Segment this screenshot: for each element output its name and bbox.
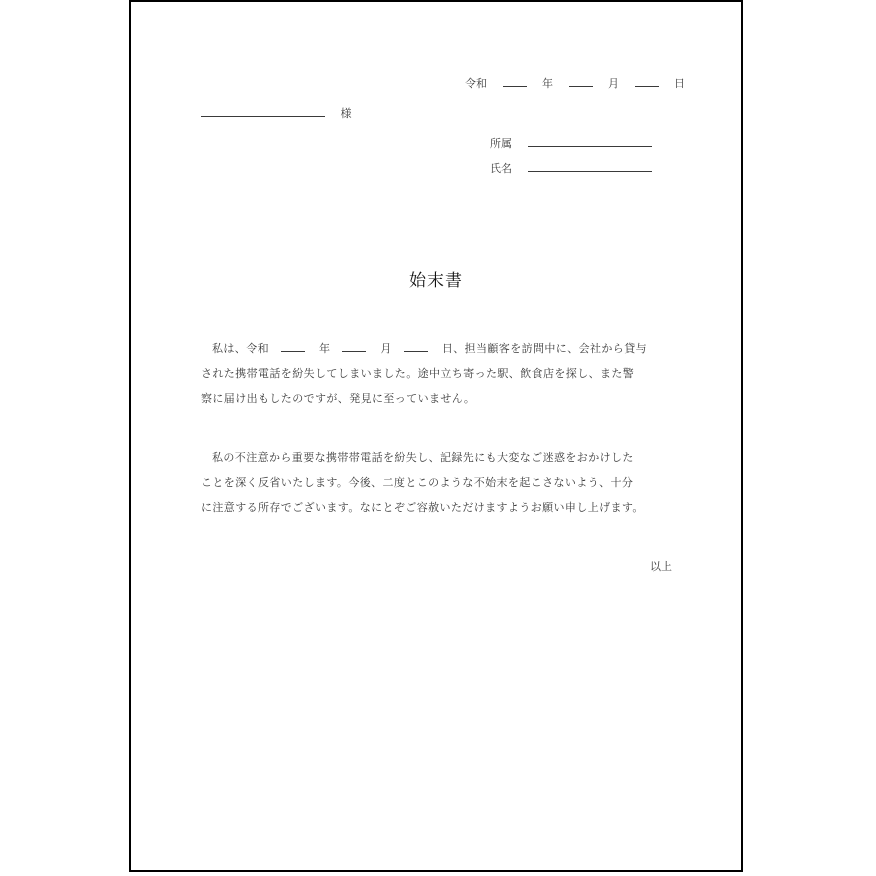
p2-line-1-text: 私の不注意から重要な携帯帯電話を紛失し、記録先にも大変なご迷惑をおかけした (212, 451, 634, 464)
name-label: 氏名 (490, 162, 512, 175)
paragraph-2 (201, 445, 681, 520)
p1-day-blank[interactable] (404, 341, 428, 352)
day-label: 日 (674, 77, 685, 90)
recipient-line (201, 106, 352, 121)
document-page (129, 0, 743, 872)
p1-text-year: 年 (319, 342, 331, 355)
affiliation-line (490, 136, 652, 151)
era-label: 令和 (465, 77, 487, 90)
p1-text-era: 私は、令和 (212, 342, 269, 355)
date-line (465, 76, 685, 91)
recipient-blank[interactable] (201, 106, 325, 117)
paragraph-1 (201, 336, 681, 411)
recipient-suffix: 様 (340, 107, 352, 120)
month-label: 月 (608, 77, 619, 90)
name-blank[interactable] (528, 161, 652, 172)
p1-text-rest: 日、担当顧客を訪問中に、会社から貸与 (441, 342, 648, 355)
affiliation-label: 所属 (490, 137, 512, 150)
paragraph-1-line-1 (201, 336, 681, 361)
month-blank[interactable] (569, 76, 593, 87)
p1-month-blank[interactable] (342, 341, 366, 352)
affiliation-blank[interactable] (528, 136, 652, 147)
year-label: 年 (542, 77, 553, 90)
closing-text: 以上 (650, 560, 672, 573)
paragraph-2-line-1 (201, 445, 681, 470)
name-line (490, 161, 652, 176)
document-title: 始末書 (409, 271, 463, 291)
day-blank[interactable] (635, 76, 659, 87)
paragraph-2-line-3: に注意する所存でございます。なにとぞご容赦いただけますようお願い申し上げます。 (201, 501, 644, 514)
p1-year-blank[interactable] (281, 341, 305, 352)
paragraph-2-line-2: ことを深く反省いたします。今後、二度とこのような不始末を起こさないよう、十分 (201, 476, 634, 489)
paragraph-1-line-3: 察に届け出もしたのですが、発見に至っていません。 (201, 392, 476, 405)
paragraph-1-line-2: された携帯電話を紛失してしまいました。途中立ち寄った駅、飲食店を探し、また警 (201, 367, 635, 380)
p1-text-month: 月 (380, 342, 392, 355)
year-blank[interactable] (503, 76, 527, 87)
